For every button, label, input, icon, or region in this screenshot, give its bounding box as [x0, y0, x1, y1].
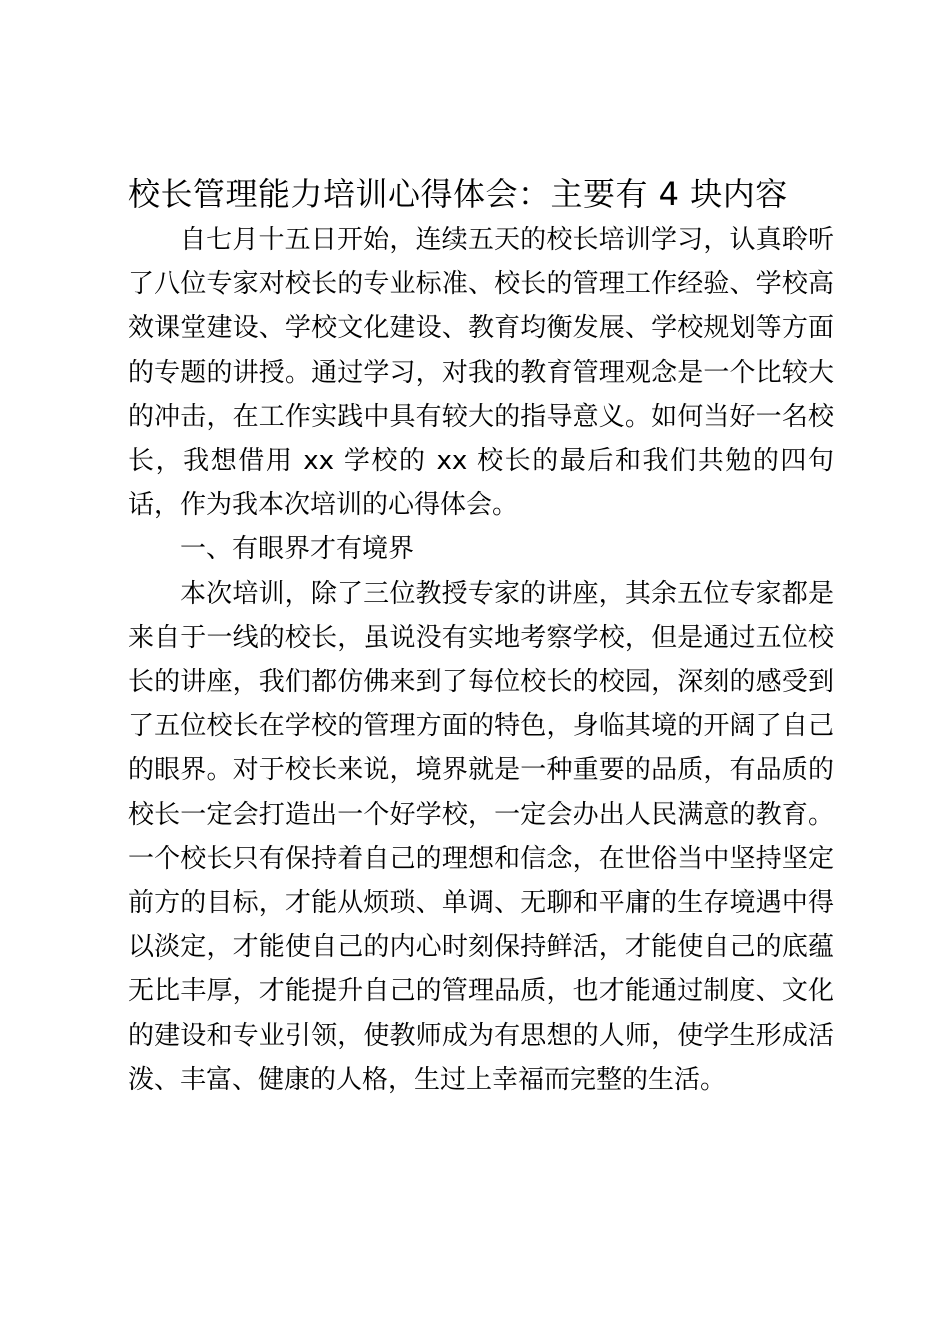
section-paragraph-1: 本次培训，除了三位教授专家的讲座，其余五位专家都是来自于一线的校长，虽说没有实地考察学校，但是通过五位校长的讲座，我们都仿佛来到了每位校长的校园，深刻的感受到了五位校长在学校的管理方面的特色，身临其境的开阔了自己的眼界。对于校长来说，境界就是一种重要的品质，有品质的校长一定会打造出一个好学校，一定会办出人民满意的教育。一个校长只有保持着自己的理想和信念，在世俗当中坚持坚定前方的目标，才能从烦琐、单调、无聊和平庸的生存境遇中得以淡定，才能使自己的内心时刻保持鲜活，才能使自己的底蕴无比丰厚，才能提升自己的管理品质，也才能通过制度、文化的建设和专业引领，使教师成为有思想的人师，使学生形成活泼、丰富、健康的人格，生过上幸福而完整的生活。 [128, 578, 834, 1095]
section-heading-1: 一、有眼界才有境界 [180, 534, 415, 565]
intro-paragraph: 自七月十五日开始，连续五天的校长培训学习，认真聆听了八位专家对校长的专业标准、校长的管理工作经验、学校高效课堂建设、学校文化建设、教育均衡发展、学校规划等方面的专题的讲授。通过学习，对我的教育管理观念是一个比较大的冲击，在工作实践中具有较大的指导意义。如何当好一名校长，我想借用 xx 学校的 xx 校长的最后和我们共勉的四句话，作为我本次培训的心得体会。 [128, 225, 834, 521]
document-page [128, 170, 834, 1102]
document-title: 校长管理能力培训心得体会：主要有 4 块内容 [128, 175, 788, 213]
